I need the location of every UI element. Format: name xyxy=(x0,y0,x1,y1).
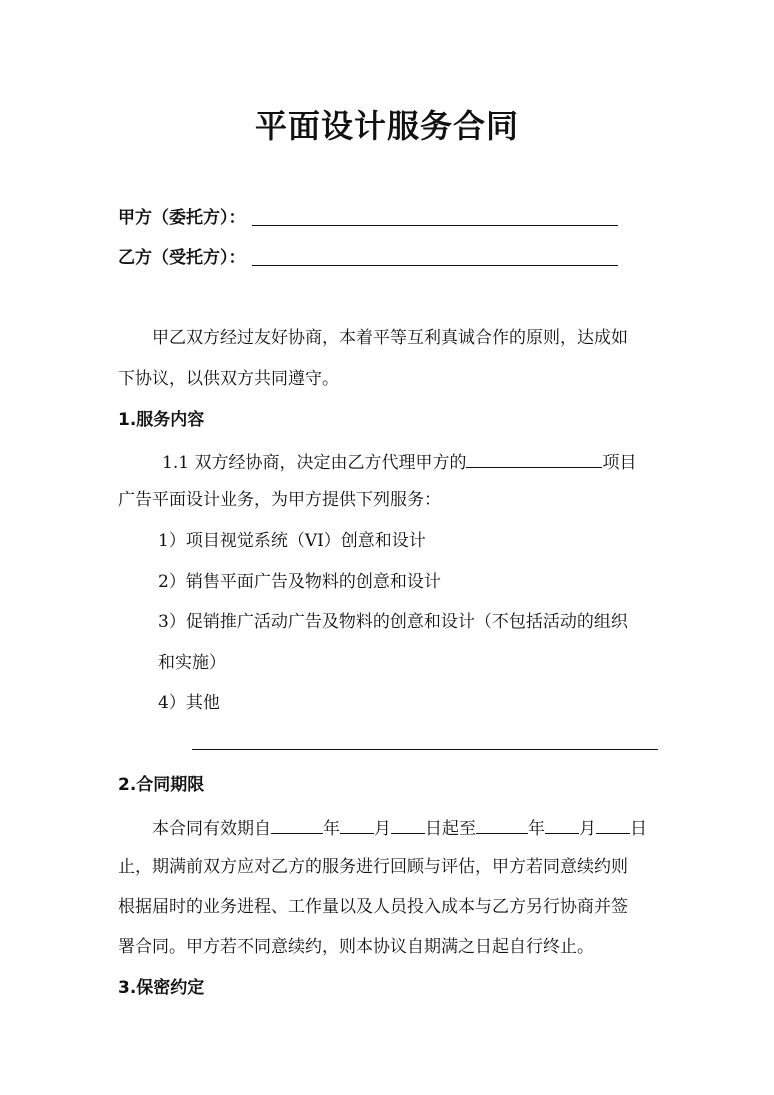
service-item-1: 1）项目视觉系统（VI）创意和设计 xyxy=(158,531,426,551)
intro-line-2: 下协议，以供双方共同遵守。 xyxy=(118,369,339,389)
other-services-blank xyxy=(192,749,658,750)
service-item-2: 2）销售平面广告及物料的创意和设计 xyxy=(158,572,441,592)
service-item-3-line-2: 和实施） xyxy=(158,653,226,673)
section-2-heading: 2.合同期限 xyxy=(118,775,205,795)
intro-line-1: 甲乙双方经过友好协商，本着平等互利真诚合作的原则，达成如 xyxy=(152,328,628,348)
party-a-label: 甲方（委托方）： xyxy=(118,208,246,228)
service-item-3-line-1: 3）促销推广活动广告及物料的创意和设计（不包括活动的组织 xyxy=(158,612,628,632)
start-year-label: 年 xyxy=(323,819,340,839)
end-year-label: 年 xyxy=(528,819,545,839)
service-item-4: 4）其他 xyxy=(158,693,220,713)
term-line-3: 根据届时的业务进程、工作量以及人员投入成本与乙方另行协商并签 xyxy=(118,897,628,917)
clause-1-1-text: 1.1 双方经协商，决定由乙方代理甲方的 xyxy=(162,453,467,473)
document-title: 平面设计服务合同 xyxy=(254,107,519,145)
section-1-heading: 1.服务内容 xyxy=(118,410,205,430)
clause-1-1-suffix: 项目 xyxy=(602,453,637,473)
end-day-label: 日 xyxy=(630,819,647,839)
end-year-blank xyxy=(476,815,528,834)
start-day-label: 日起至 xyxy=(425,819,476,839)
party-a-row xyxy=(118,200,618,230)
end-month-label: 月 xyxy=(579,819,596,839)
project-name-blank xyxy=(466,449,602,468)
start-day-blank xyxy=(391,815,425,834)
clause-1-1-line-2: 广告平面设计业务，为甲方提供下列服务： xyxy=(118,490,441,510)
end-day-blank xyxy=(596,815,630,834)
section-3-heading: 3.保密约定 xyxy=(118,978,205,998)
party-b-blank xyxy=(252,264,618,266)
party-a-blank xyxy=(252,224,618,226)
term-line-1 xyxy=(152,815,647,841)
clause-1-1-line-1 xyxy=(162,449,636,475)
start-year-blank xyxy=(271,815,323,834)
party-b-row xyxy=(118,240,618,270)
term-line-2: 止，期满前双方应对乙方的服务进行回顾与评估，甲方若同意续约则 xyxy=(118,857,628,877)
end-month-blank xyxy=(545,815,579,834)
start-month-label: 月 xyxy=(374,819,391,839)
party-b-label: 乙方（受托方）： xyxy=(118,248,246,268)
term-line-4: 署合同。甲方若不同意续约，则本协议自期满之日起自行终止。 xyxy=(118,937,594,957)
start-month-blank xyxy=(340,815,374,834)
term-from-label: 本合同有效期自 xyxy=(152,819,271,839)
